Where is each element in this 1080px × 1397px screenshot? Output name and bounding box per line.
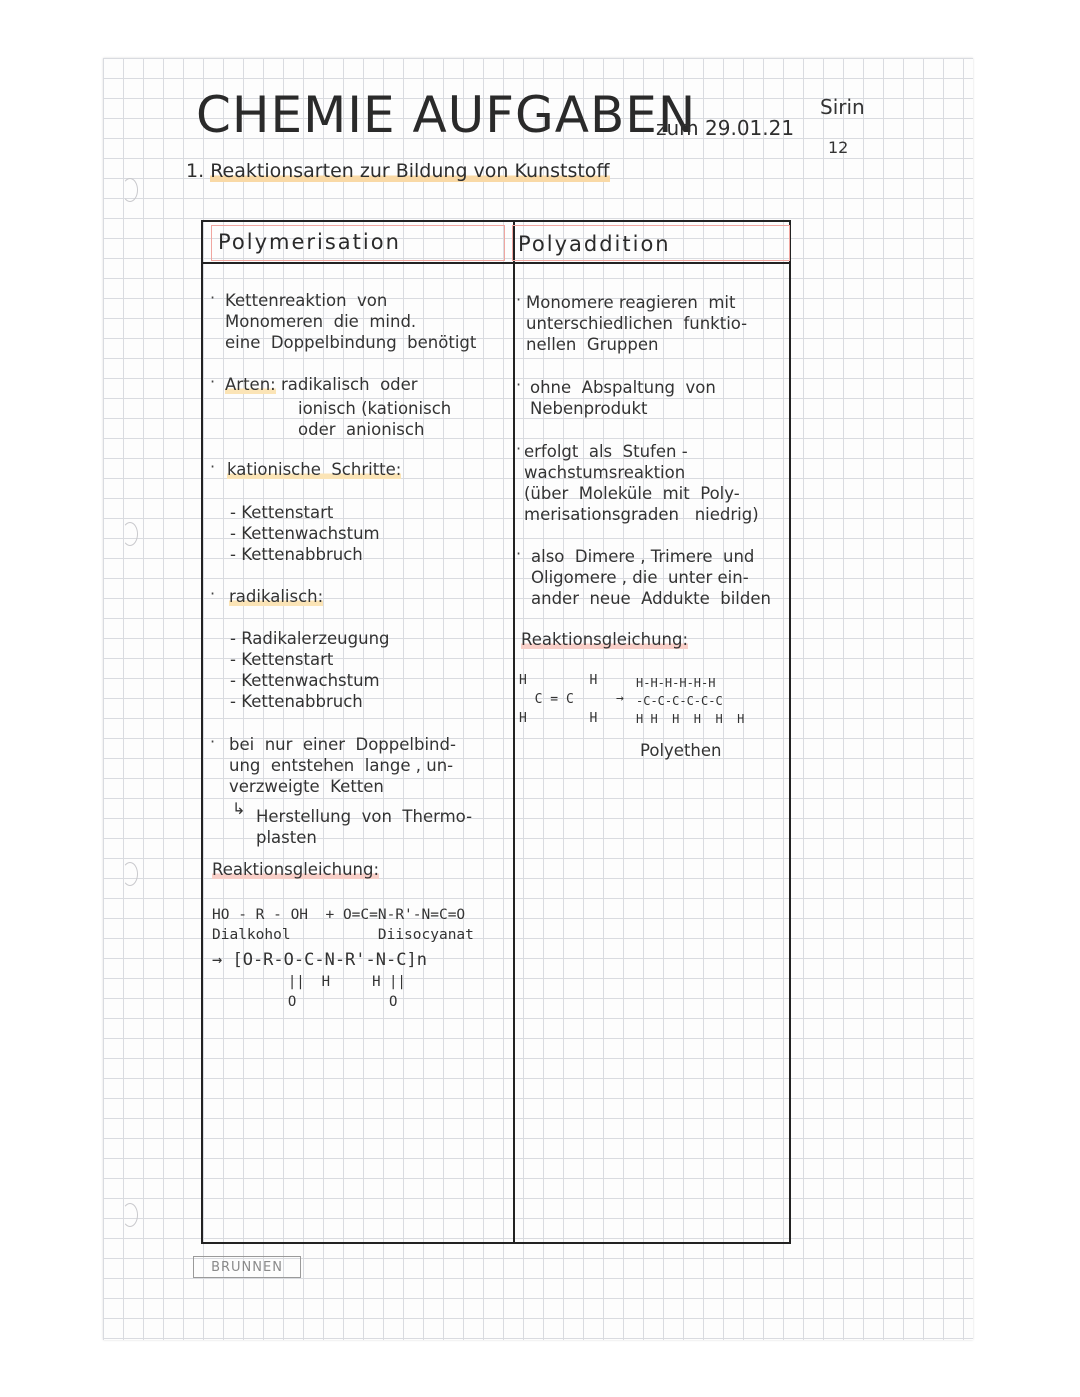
reaction-arrow-icon: → — [616, 691, 624, 706]
right-equation-label — [521, 629, 688, 650]
left-point-5: bei nur einer Doppelbind- ung entstehen lange , un- verzweigte Ketten — [229, 735, 456, 796]
left-equation-names: Dialkohol Diisocyanat — [212, 927, 474, 943]
right-point-1: Monomere reagieren mit unterschiedlichen funktio- nellen Gruppen — [526, 293, 748, 354]
right-point-3: erfolgt als Stufen - wachstumsreaktion (über Moleküle mit Poly- merisationsgraden niedrig) — [524, 442, 759, 524]
right-monomer: H H C = C H H — [519, 673, 598, 726]
due-date: zum 29.01.21 — [656, 116, 795, 140]
table-divider — [513, 220, 515, 1244]
left-point-3-list: - Kettenstart - Kettenwachstum - Kettenabbruch — [230, 503, 380, 564]
bullet-dot: · — [210, 457, 216, 476]
arrow-icon: ↳ — [232, 799, 246, 818]
brand-logo: BRUNNEN — [193, 1256, 301, 1278]
left-equation-line-3: || H H || — [212, 974, 406, 990]
left-equation-label-text: Reaktionsgleichung: — [212, 860, 380, 879]
bullet-dot: · — [516, 290, 522, 309]
table-header-line — [201, 262, 791, 264]
task-heading — [186, 160, 610, 182]
punch-hole-4 — [122, 1203, 138, 1227]
right-point-2: ohne Abspaltung von Nebenprodukt — [530, 378, 716, 418]
left-equation-line-1: HO - R - OH + O=C=N-R'-N=C=O — [212, 907, 466, 923]
left-point-5-arrow: Herstellung von Thermo- plasten — [256, 807, 473, 847]
left-equation-line-2: → [O-R-O-C-N-R'-N-C]n — [212, 950, 427, 970]
task-text: Reaktionsarten zur Bildung von Kunststoff — [210, 160, 610, 182]
right-point-4: also Dimere , Trimere und Oligomere , die unter ein- ander neue Addukte bilden — [531, 547, 771, 608]
left-point-2-label: Arten: — [225, 375, 276, 394]
bullet-dot: · — [516, 375, 522, 394]
bullet-dot: · — [516, 439, 522, 458]
punch-hole-1 — [122, 178, 138, 202]
right-polymer: H-H-H-H-H-H -C-C-C-C-C-C H H H H H H — [636, 676, 745, 726]
left-point-4-list: - Radikalerzeugung - Kettenstart - Kettenwachstum - Kettenabbruch — [230, 629, 390, 711]
right-product-name: Polyethen — [640, 741, 722, 760]
left-equation-line-4: O O — [212, 994, 398, 1010]
left-point-3-label: kationische Schritte: — [227, 460, 402, 479]
bullet-dot: · — [210, 584, 216, 603]
task-number: 1. — [186, 160, 205, 182]
left-point-3 — [227, 459, 401, 480]
bullet-dot: · — [516, 544, 522, 563]
left-point-2-cont: ionisch (kationisch oder anionisch — [298, 399, 452, 439]
student-name: Sirin — [820, 95, 865, 119]
page-title: CHEMIE AUFGABEN — [196, 86, 697, 144]
left-equation-label — [212, 859, 379, 880]
left-point-2-text: radikalisch oder — [275, 375, 418, 394]
left-point-4-label: radikalisch: — [229, 587, 324, 606]
punch-hole-3 — [122, 862, 138, 886]
punch-hole-2 — [122, 522, 138, 546]
left-point-4 — [229, 586, 323, 607]
left-heading: Polymerisation — [218, 230, 401, 254]
left-point-1: Kettenreaktion von Monomeren die mind. eine Doppelbindung benötigt — [225, 291, 477, 352]
right-equation-label-text: Reaktionsgleichung: — [521, 630, 689, 649]
bullet-dot: · — [210, 732, 216, 751]
bullet-dot: · — [210, 288, 216, 307]
left-point-2 — [225, 374, 418, 395]
bullet-dot: · — [210, 372, 216, 391]
grade-label: 12 — [828, 138, 849, 157]
right-heading: Polyaddition — [518, 232, 671, 256]
